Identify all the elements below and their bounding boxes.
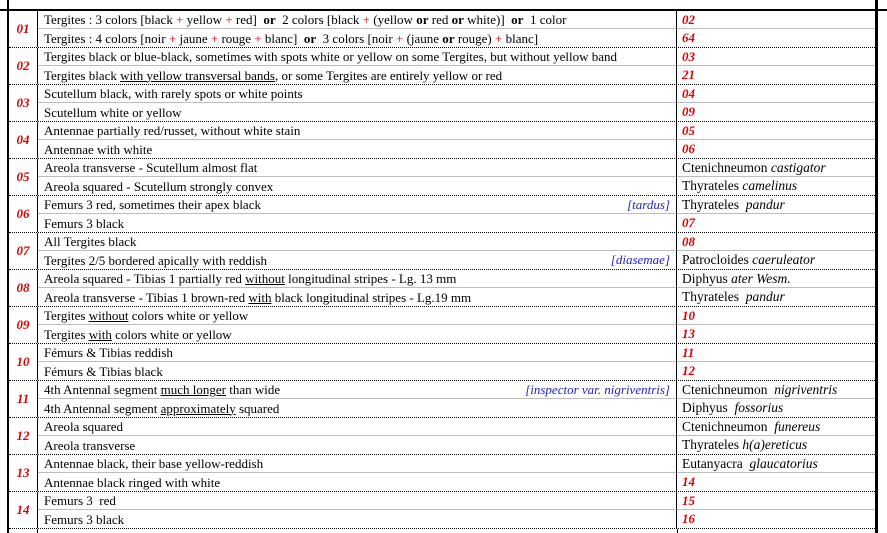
- couplet-13: [9, 455, 875, 492]
- couplet-03: [9, 85, 875, 122]
- text-segment: +: [225, 12, 233, 27]
- character-description: [44, 418, 123, 435]
- character-description-cell: [38, 177, 677, 195]
- text-segment: colors white or yellow: [111, 326, 232, 342]
- couplet-12: [9, 418, 875, 455]
- species-name: [677, 196, 875, 214]
- text-segment: Femurs 3 red: [44, 493, 116, 508]
- text-segment: 04: [682, 86, 695, 101]
- species-name: [677, 399, 875, 417]
- text-segment: +: [168, 30, 177, 46]
- text-segment: 14: [682, 474, 695, 489]
- text-segment: Areola squared - Scutellum strongly convex: [44, 178, 274, 194]
- text-segment: , or some Tergites are entirely yellow or red: [275, 67, 503, 83]
- text-segment: Areola transverse: [44, 437, 136, 453]
- text-segment: white)]: [463, 12, 512, 27]
- text-segment: Ctenichneumon: [682, 160, 771, 175]
- text-segment: 4th Antennal segment: [44, 382, 161, 397]
- text-segment: 21: [682, 67, 695, 82]
- text-segment: Scutellum black, with rarely spots or white points: [44, 86, 303, 101]
- character-description: [44, 215, 124, 232]
- text-segment: All Tergites black: [44, 234, 137, 249]
- text-segment: Antennae black ringed with white: [44, 474, 221, 490]
- next-couplet-reference: [677, 492, 875, 510]
- text-segment: Areola transverse - Scutellum almost flat: [44, 160, 258, 175]
- character-description-cell: [38, 140, 677, 158]
- text-segment: +: [210, 30, 219, 46]
- couplet-11: [9, 381, 875, 418]
- next-couplet-reference: [677, 103, 875, 121]
- couplet-08: [9, 270, 875, 307]
- text-segment: Tergites black: [44, 67, 121, 83]
- next-couplet-reference: [677, 325, 875, 343]
- couplet-01: [9, 11, 875, 48]
- text-segment: Tergites 2/5 bordered apically with reddish: [44, 252, 268, 268]
- text-segment: Scutellum white or yellow: [44, 104, 182, 120]
- character-description-cell: [38, 122, 677, 140]
- text-segment: Thyrateles: [682, 437, 743, 452]
- character-description: [44, 122, 300, 139]
- text-segment: jaune: [176, 30, 211, 46]
- character-description-cell: [38, 492, 677, 510]
- species-name: [677, 288, 875, 306]
- text-segment: Wesm.: [756, 271, 791, 286]
- couplet-number: 14: [9, 492, 38, 528]
- character-description-cell: [38, 381, 677, 399]
- text-segment: Patrocloides: [682, 252, 753, 267]
- text-segment: Femurs 3 red, sometimes their apex black: [44, 197, 261, 212]
- species-name: [677, 251, 875, 269]
- text-segment: blanc]: [502, 30, 539, 46]
- text-segment: Ctenichneumon: [682, 419, 775, 434]
- text-segment: Ctenichneumon: [682, 382, 775, 397]
- synonym-annotation: [tardus]: [627, 196, 670, 212]
- text-segment: Tergites : 3 colors [black: [44, 12, 177, 27]
- couplet-number: 06: [9, 196, 38, 232]
- next-couplet-reference: [677, 233, 875, 251]
- text-segment: 1 color: [523, 12, 567, 27]
- couplet-number: 04: [9, 122, 38, 158]
- text-segment: with: [248, 289, 272, 305]
- character-description-cell: [38, 29, 677, 47]
- couplet-number: 02: [9, 48, 38, 84]
- character-description: [44, 363, 163, 380]
- character-description-cell: [38, 455, 677, 473]
- text-segment: black longitudinal stripes - Lg.19 mm: [271, 289, 472, 305]
- text-segment: colors white or yellow: [128, 308, 249, 323]
- next-couplet-reference: [677, 344, 875, 362]
- text-segment: 3 colors [noir: [316, 30, 396, 46]
- character-description: [44, 437, 135, 454]
- text-segment: Antennae partially red/russet, without white stain: [44, 123, 301, 138]
- character-description-cell: [38, 251, 677, 269]
- text-segment: rouge): [454, 30, 496, 46]
- text-segment: 4th Antennal segment: [44, 400, 161, 416]
- text-segment: +: [254, 30, 262, 46]
- species-name: [677, 418, 875, 436]
- text-segment: Tergites: [44, 308, 89, 323]
- couplet-04: [9, 122, 875, 159]
- text-segment: castigator: [770, 160, 826, 175]
- text-segment: Tergites : 4 colors [noir: [44, 30, 169, 46]
- text-segment: Thyrateles: [682, 197, 746, 212]
- text-segment: Fémurs & Tibias black: [44, 363, 163, 379]
- text-segment: ater: [731, 271, 753, 286]
- character-description-cell: [38, 214, 677, 232]
- character-description-cell: [38, 510, 677, 528]
- character-description-cell: [38, 85, 677, 103]
- column-divider-segment: [677, 529, 678, 533]
- character-description-cell: [38, 418, 677, 436]
- text-segment: blanc]: [261, 30, 304, 46]
- couplet-02: [9, 48, 875, 85]
- character-description: [44, 11, 566, 28]
- text-segment: 10: [682, 308, 695, 323]
- text-segment: 06: [682, 141, 695, 156]
- character-description-cell: [38, 66, 677, 84]
- text-segment: much longer: [160, 382, 226, 397]
- couplet-09: [9, 307, 875, 344]
- text-segment: Tergites: [44, 326, 89, 342]
- table-bottom-cutoff-row: [9, 529, 875, 533]
- character-description: [44, 233, 136, 250]
- next-couplet-reference: [677, 362, 875, 380]
- character-description-cell: [38, 270, 677, 288]
- text-segment: approximately: [160, 400, 236, 416]
- couplet-number: 08: [9, 270, 38, 306]
- text-segment: 03: [682, 49, 695, 64]
- couplet-number: 09: [9, 307, 38, 343]
- character-description-cell: [38, 233, 677, 251]
- couplet-10: [9, 344, 875, 381]
- text-segment: glaucatorius: [749, 456, 818, 471]
- text-segment: or: [416, 12, 429, 27]
- character-description-cell: [38, 436, 677, 454]
- next-couplet-reference: [677, 66, 875, 84]
- couplet-number: 10: [9, 344, 38, 380]
- character-description: [44, 455, 263, 472]
- text-segment: caeruleator: [752, 252, 816, 267]
- table-right-border: [875, 0, 878, 533]
- text-segment: or: [451, 12, 464, 27]
- character-description-cell: [38, 288, 677, 306]
- text-segment: 64: [682, 30, 695, 45]
- text-segment: pandur: [745, 289, 785, 304]
- couplet-number: 11: [9, 381, 38, 417]
- character-description-cell: [38, 159, 677, 177]
- text-segment: 07: [682, 215, 695, 230]
- text-segment: 09: [682, 104, 695, 119]
- text-segment: Antennae black, their base yellow-reddish: [44, 456, 264, 471]
- couplet-number: 01: [9, 11, 38, 47]
- next-couplet-reference: [677, 85, 875, 103]
- text-segment: nigriventris: [774, 382, 838, 397]
- text-segment: or: [263, 12, 276, 27]
- couplet-14: [9, 492, 875, 529]
- character-description: [44, 474, 220, 491]
- text-segment: 08: [682, 234, 695, 249]
- text-segment: 16: [682, 511, 695, 526]
- text-segment: +: [495, 30, 503, 46]
- character-description-cell: [38, 473, 677, 491]
- next-couplet-reference: [677, 122, 875, 140]
- text-segment: 05: [682, 123, 695, 138]
- character-description: [44, 159, 257, 176]
- text-segment: red: [428, 12, 452, 27]
- couplet-number: 12: [9, 418, 38, 454]
- column-divider-segment: [37, 529, 38, 533]
- text-segment: 12: [682, 363, 695, 378]
- species-name: [677, 455, 875, 473]
- character-description: [44, 178, 273, 195]
- text-segment: Thyrateles: [682, 289, 746, 304]
- text-segment: h(a)ereticus: [742, 437, 808, 452]
- text-segment: Femurs 3 black: [44, 511, 125, 527]
- species-name: [677, 177, 875, 195]
- text-segment: pandur: [745, 197, 785, 212]
- text-segment: Diphyus: [682, 271, 732, 286]
- character-description-cell: [38, 399, 677, 417]
- text-segment: Tergites black or blue-black, sometimes with spots white or yellow on some Tergites, but without yellow band: [44, 49, 617, 64]
- next-couplet-reference: [677, 214, 875, 232]
- text-segment: (yellow: [369, 12, 417, 27]
- synonym-annotation: [inspector var. nigriventris]: [525, 381, 670, 397]
- text-segment: or: [303, 30, 317, 46]
- couplet-number: 03: [9, 85, 38, 121]
- text-segment: with yellow transversal bands: [120, 67, 275, 83]
- next-couplet-reference: [677, 140, 875, 158]
- text-segment: funereus: [774, 419, 821, 434]
- character-description: [44, 381, 280, 398]
- character-description-cell: [38, 11, 677, 29]
- text-segment: Areola squared - Tibias 1 partially red: [44, 271, 246, 286]
- character-description: [44, 307, 248, 324]
- text-segment: red]: [232, 12, 264, 27]
- couplet-05: [9, 159, 875, 196]
- character-description: [44, 270, 456, 287]
- character-description: [44, 85, 303, 102]
- character-description: [44, 289, 471, 306]
- text-segment: with: [88, 326, 112, 342]
- text-segment: 11: [682, 345, 695, 360]
- character-description: [44, 30, 538, 47]
- couplet-number: 07: [9, 233, 38, 269]
- character-description: [44, 344, 173, 361]
- couplet-07: [9, 233, 875, 270]
- text-segment: or: [442, 30, 455, 46]
- character-description: [44, 48, 617, 65]
- next-couplet-reference: [677, 510, 875, 528]
- text-segment: Antennae with white: [44, 141, 153, 157]
- text-segment: longitudinal stripes - Lg. 13 mm: [284, 271, 457, 286]
- character-description-cell: [38, 103, 677, 121]
- character-description-cell: [38, 196, 677, 214]
- character-description: [44, 511, 124, 528]
- text-segment: 15: [682, 493, 695, 508]
- character-description: [44, 400, 279, 417]
- text-segment: without: [88, 308, 129, 323]
- next-couplet-reference: [677, 11, 875, 29]
- text-segment: yellow: [183, 12, 226, 27]
- identification-key-table: [9, 11, 875, 529]
- text-segment: (jaune: [403, 30, 443, 46]
- next-couplet-reference: [677, 307, 875, 325]
- text-segment: without: [245, 271, 285, 286]
- text-segment: 2 colors [black: [275, 12, 363, 27]
- next-couplet-reference: [677, 48, 875, 66]
- character-description: [44, 252, 267, 269]
- character-description-cell: [38, 362, 677, 380]
- text-segment: Femurs 3 black: [44, 215, 125, 231]
- character-description-cell: [38, 344, 677, 362]
- text-segment: fossorius: [734, 400, 784, 415]
- text-segment: 02: [682, 12, 695, 27]
- text-segment: camelinus: [742, 178, 798, 193]
- text-segment: Eutanyacra: [682, 456, 750, 471]
- character-description: [44, 67, 502, 84]
- character-description: [44, 196, 261, 213]
- character-description: [44, 104, 182, 121]
- text-segment: Thyrateles: [682, 178, 743, 193]
- text-segment: +: [176, 12, 184, 27]
- next-couplet-reference: [677, 29, 875, 47]
- text-segment: 13: [682, 326, 695, 341]
- couplet-number: 13: [9, 455, 38, 491]
- text-segment: Areola squared: [44, 419, 124, 434]
- couplet-number: 05: [9, 159, 38, 195]
- character-description-cell: [38, 307, 677, 325]
- synonym-annotation: [diasemae]: [610, 252, 670, 267]
- character-description-cell: [38, 325, 677, 343]
- species-name: [677, 436, 875, 454]
- text-segment: or: [511, 12, 524, 27]
- species-name: [677, 270, 875, 288]
- text-segment: rouge: [218, 30, 255, 46]
- species-name: [677, 159, 875, 177]
- text-segment: +: [362, 12, 370, 27]
- couplet-06: [9, 196, 875, 233]
- text-segment: Areola transverse - Tibias 1 brown-red: [44, 289, 249, 305]
- next-couplet-reference: [677, 473, 875, 491]
- text-segment: squared: [235, 400, 280, 416]
- text-segment: Fémurs & Tibias reddish: [44, 345, 173, 360]
- character-description-cell: [38, 48, 677, 66]
- text-segment: Diphyus: [682, 400, 735, 415]
- character-description: [44, 141, 152, 158]
- text-segment: +: [395, 30, 404, 46]
- species-name: [677, 381, 875, 399]
- character-description: [44, 326, 232, 343]
- character-description: [44, 492, 116, 509]
- text-segment: than wide: [225, 382, 281, 397]
